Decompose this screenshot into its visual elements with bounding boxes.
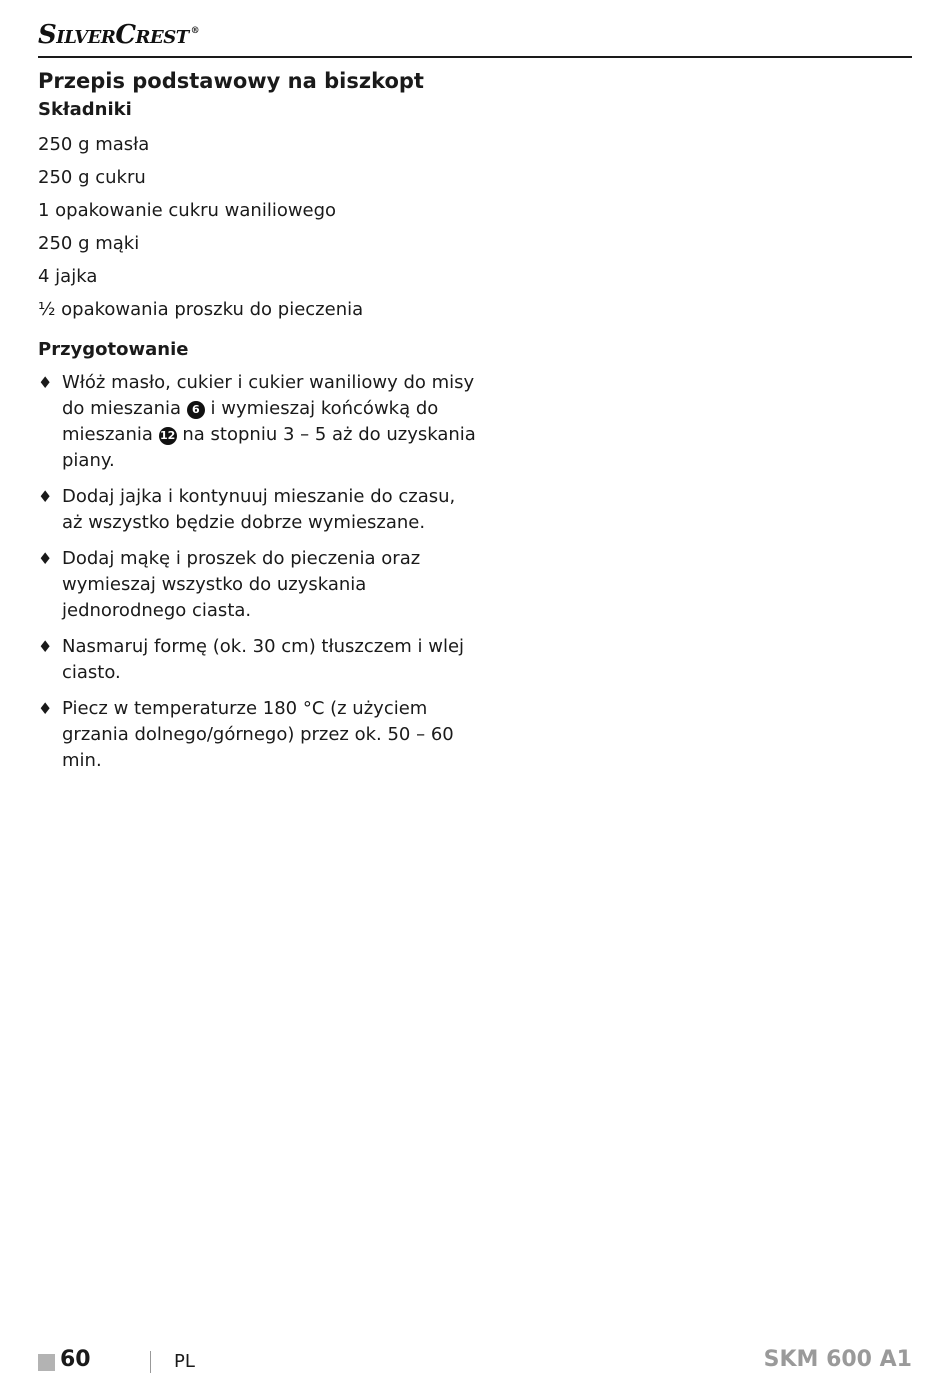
brand-name: SilverCrest <box>38 20 189 50</box>
step-text: Piecz w temperaturze 180 °C (z użyciem grzania dolnego/górnego) przez ok. 50 – 60 min. <box>62 698 454 771</box>
registered-mark: ® <box>190 26 200 37</box>
ingredient-item: 250 g masła <box>38 134 150 155</box>
part-number-12-icon: 12 <box>159 427 177 445</box>
step-text: i wymieszaj końcówką do mieszania <box>62 398 439 445</box>
ingredient-item: ½ opakowania proszku do pieczenia <box>38 299 364 320</box>
grey-square-icon <box>38 1354 55 1371</box>
header-rule <box>38 56 912 58</box>
page-footer <box>38 1346 912 1376</box>
step-item <box>38 484 478 536</box>
diamond-bullet-icon: ♦ <box>38 487 53 506</box>
diamond-bullet-icon: ♦ <box>38 637 53 656</box>
diamond-bullet-icon: ♦ <box>38 373 53 392</box>
part-number-6-icon: 6 <box>187 401 205 419</box>
page-number: 60 <box>60 1347 91 1372</box>
ingredient-item: 250 g cukru <box>38 167 146 188</box>
step-text: na stopniu 3 – 5 aż do uzyskania piany. <box>62 424 476 471</box>
ingredients-heading: Składniki <box>38 99 132 120</box>
ingredient-item: 4 jajka <box>38 266 98 287</box>
step-text: Dodaj jajka i kontynuuj mieszanie do czasu, aż wszystko będzie dobrze wymieszane. <box>62 486 456 533</box>
ingredient-item: 250 g mąki <box>38 233 140 254</box>
preparation-steps <box>38 370 478 774</box>
recipe-section <box>38 66 478 784</box>
brand-logo <box>38 20 199 50</box>
model-number: SKM 600 A1 <box>763 1347 912 1372</box>
step-item <box>38 546 478 624</box>
diamond-bullet-icon: ♦ <box>38 699 53 718</box>
diamond-bullet-icon: ♦ <box>38 549 53 568</box>
step-item <box>38 370 478 474</box>
ingredient-item: 1 opakowanie cukru waniliowego <box>38 200 337 221</box>
preparation-heading: Przygotowanie <box>38 339 189 360</box>
step-text: Dodaj mąkę i proszek do pieczenia oraz wymieszaj wszystko do uzyskania jednorodnego ciasta. <box>62 548 421 621</box>
step-text: Włóż masło, cukier i cukier waniliowy do misy do mieszania <box>62 372 475 419</box>
step-text: Nasmaruj formę (ok. 30 cm) tłuszczem i wlej ciasto. <box>62 636 465 683</box>
recipe-title: Przepis podstawowy na biszkopt <box>38 69 424 93</box>
step-item <box>38 634 478 686</box>
language-code: PL <box>174 1351 195 1372</box>
ingredients-list <box>38 128 478 326</box>
step-item <box>38 696 478 774</box>
footer-divider <box>150 1351 151 1373</box>
